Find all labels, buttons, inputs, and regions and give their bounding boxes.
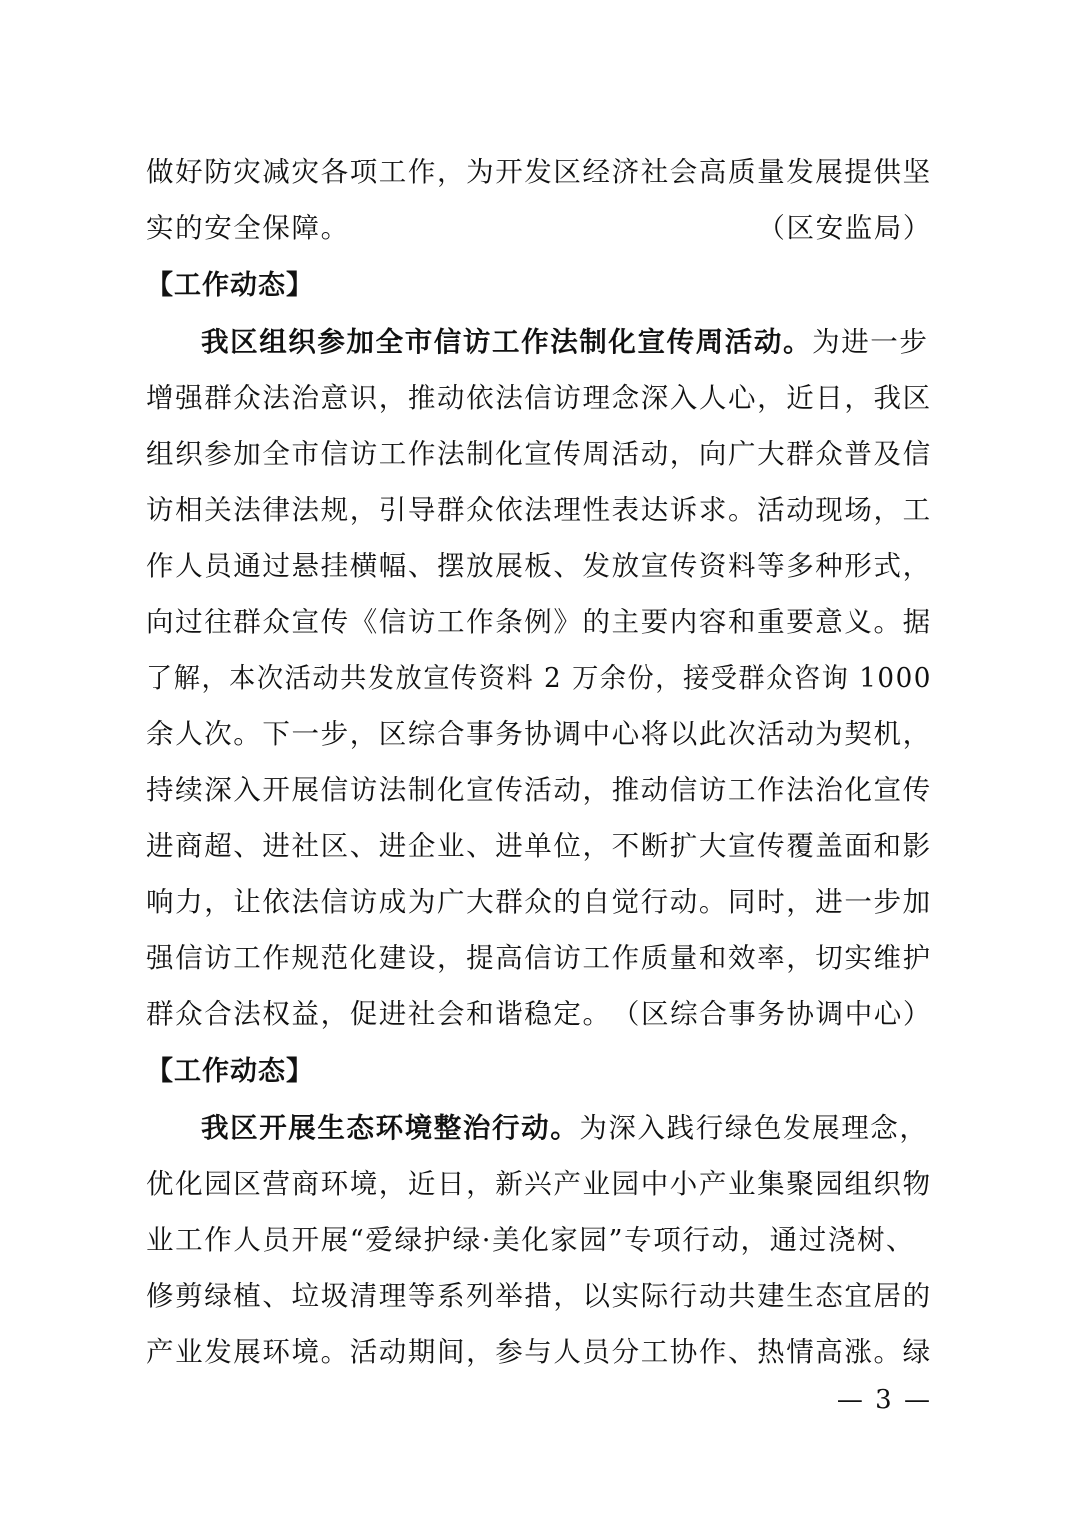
paragraph-line: [146, 874, 932, 930]
paragraph-line: [201, 314, 932, 370]
paragraph-text: 做好防灾减灾各项工作，为开发区经济社会高质量发展提供坚: [146, 156, 932, 188]
paragraph-line: [146, 986, 932, 1042]
paragraph-text: 业工作人员开展“爱绿护绿·美化家园”专项行动，通过浇树、: [146, 1224, 916, 1256]
paragraph-text: 群众合法权益，促进社会和谐稳定。: [146, 998, 612, 1030]
paragraph-text: 访相关法律法规，引导群众依法理性表达诉求。活动现场，工: [146, 494, 932, 526]
source-attribution: （区安监局）: [757, 212, 932, 244]
paragraph-text: 进商超、进社区、进企业、进单位，不断扩大宣传覆盖面和影: [146, 830, 932, 862]
paragraph-text: 产业发展环境。活动期间，参与人员分工协作、热情高涨。绿: [146, 1336, 932, 1368]
paragraph-text: 实的安全保障。: [146, 212, 350, 244]
paragraph-text: 组织参加全市信访工作法制化宣传周活动，向广大群众普及信: [146, 438, 932, 470]
paragraph-line: [146, 762, 932, 818]
paragraph-text: 优化园区营商环境，近日，新兴产业园中小产业集聚园组织物: [146, 1168, 932, 1200]
paragraph-text: 为进一步: [812, 326, 929, 358]
paragraph-line: [146, 144, 932, 200]
paragraph-text: 向过往群众宣传《信访工作条例》的主要内容和重要意义。据: [146, 606, 932, 638]
paragraph-text: 强信访工作规范化建设，提高信访工作质量和效率，切实维护: [146, 942, 932, 974]
article-title: 我区组织参加全市信访工作法制化宣传周活动。: [201, 326, 813, 358]
paragraph-line: [146, 930, 932, 986]
paragraph-line: [146, 1268, 932, 1324]
paragraph-line: [146, 1156, 932, 1212]
paragraph-line: [146, 538, 932, 594]
paragraph-line: [146, 200, 932, 256]
paragraph-line: [146, 818, 932, 874]
article-title: 我区开展生态环境整治行动。: [201, 1112, 580, 1144]
section-heading-text: 【工作动态】: [146, 270, 314, 301]
paragraph-text: 余人次。下一步，区综合事务协调中心将以此次活动为契机，: [146, 718, 932, 750]
paragraph-text: 作人员通过悬挂横幅、摆放展板、发放宣传资料等多种形式，: [146, 550, 932, 582]
section-heading: [146, 258, 932, 314]
paragraph-text: 修剪绿植、垃圾清理等系列举措，以实际行动共建生态宜居的: [146, 1280, 932, 1312]
paragraph-line: [146, 650, 932, 706]
section-heading-text: 【工作动态】: [146, 1056, 314, 1087]
paragraph-text: 为深入践行绿色发展理念，: [579, 1112, 929, 1144]
paragraph-line: [146, 1324, 932, 1380]
paragraph-line: [146, 706, 932, 762]
paragraph-text: 响力，让依法信访成为广大群众的自觉行动。同时，进一步加: [146, 886, 932, 918]
paragraph-line: [146, 482, 932, 538]
paragraph-line: [146, 594, 932, 650]
paragraph-line: [201, 1100, 932, 1156]
paragraph-text: 增强群众法治意识，推动依法信访理念深入人心，近日，我区: [146, 382, 932, 414]
paragraph-text: 持续深入开展信访法制化宣传活动，推动信访工作法治化宣传: [146, 774, 932, 806]
source-attribution: （区综合事务协调中心）: [611, 998, 932, 1030]
section-heading: [146, 1044, 932, 1100]
page-number: — 3 —: [836, 1385, 932, 1415]
paragraph-line: [146, 426, 932, 482]
paragraph-text: 了解，本次活动共发放宣传资料 2 万余份，接受群众咨询 1000: [146, 662, 932, 694]
paragraph-line: [146, 370, 932, 426]
paragraph-line: [146, 1212, 932, 1268]
